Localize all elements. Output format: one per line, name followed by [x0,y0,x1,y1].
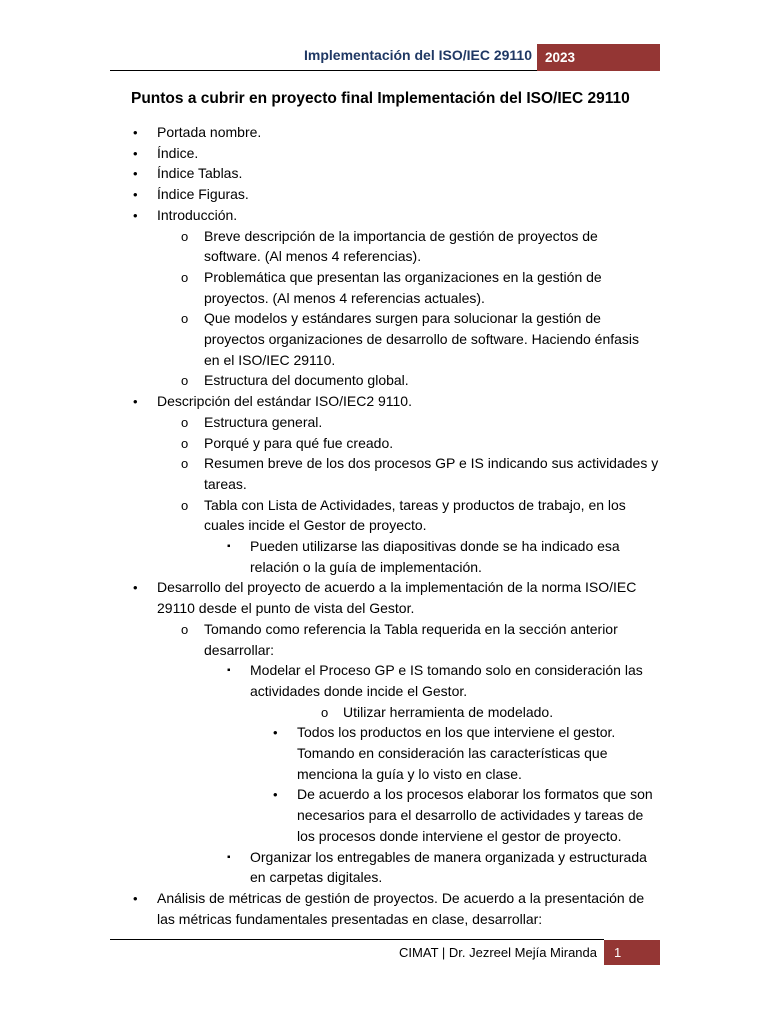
circle-bullet-icon: o [181,435,189,451]
list-item-text: Estructura general. [204,413,323,430]
circle-bullet-icon: o [181,497,189,513]
list-item-text: las métricas fundamentales presentadas en clase, desarrollar: [157,910,543,927]
square-bullet-icon: ▪ [227,851,231,863]
list-item-text: desarrollar: [204,641,275,658]
list-item-text: cuales incide el Gestor de proyecto. [204,517,427,534]
footer-author: CIMAT | Dr. Jezreel Mejía Miranda [399,945,597,960]
circle-bullet-icon: o [181,311,189,327]
list-item-text: De acuerdo a los procesos elaborar los formatos que son [297,786,653,803]
header-year-badge: 2023 [537,44,660,71]
list-item-text: los procesos donde interviene el gestor de proyecto. [297,827,622,844]
header-title: Implementación del ISO/IEC 29110 [304,47,532,63]
list-item-text: Breve descripción de la importancia de gestión de proyectos de [204,227,598,244]
circle-bullet-icon: o [181,414,189,430]
bullet-icon: • [273,787,278,803]
circle-bullet-icon: o [181,621,189,637]
list-item-text: Resumen breve de los dos procesos GP e IS indicando sus actividades y [204,455,659,472]
header-divider [110,70,537,71]
bullet-icon: • [133,890,138,906]
list-item-text: Portada nombre. [157,124,262,140]
circle-bullet-icon: o [181,456,189,472]
circle-bullet-icon: o [321,704,329,720]
list-item-text: Descripción del estándar ISO/IEC2 9110. [157,393,412,410]
list-item-text: proyectos. (Al menos 4 referencias actuales). [204,289,485,306]
square-bullet-icon: ▪ [227,665,231,677]
document-title: Puntos a cubrir en proyecto final Implementación del ISO/IEC 29110 [131,90,630,107]
list-item-text: 29110 desde el punto de vista del Gestor. [157,600,415,617]
list-item-text: necesarios para el desarrollo de actividades y tareas de [297,807,644,824]
bullet-icon: • [133,125,138,140]
bullet-icon: • [133,145,138,161]
bullet-icon: • [133,580,138,596]
list-item-text: Índice Figuras. [157,186,249,203]
list-item-text: en carpetas digitales. [250,869,383,886]
bullet-icon: • [133,207,138,223]
list-item-text: actividades donde incide el Gestor. [250,682,468,699]
list-item-text: Modelar el Proceso GP e IS tomando solo en consideración las [250,662,643,679]
bullet-icon: • [133,394,138,410]
footer-divider [110,939,604,940]
bullet-icon: • [133,166,138,182]
list-item-text: Utilizar herramienta de modelado. [343,703,554,720]
list-item-text: Tomando en consideración las características que [297,745,608,761]
list-item-text: menciona la guía y lo visto en clase. [297,765,522,782]
list-item-text: Que modelos y estándares surgen para solucionar la gestión de [204,310,601,327]
list-item-text: Índice. [157,144,199,161]
circle-bullet-icon: o [181,373,189,389]
bullet-icon: • [273,725,278,741]
list-item-text: Organizar los entregables de manera organizada y estructurada [250,848,647,865]
list-item-text: Índice Tablas. [157,165,243,182]
list-item-text: Análisis de métricas de gestión de proyectos. De acuerdo a la presentación de [157,889,645,906]
square-bullet-icon: ▪ [227,541,231,552]
list-item-text: Tabla con Lista de Actividades, tareas y productos de trabajo, en los [204,496,626,513]
bullet-icon: • [133,187,138,203]
circle-bullet-icon: o [181,269,189,285]
list-item-text: Desarrollo del proyecto de acuerdo a la implementación de la norma ISO/IEC [157,579,637,596]
list-item-text: Porqué y para qué fue creado. [204,434,394,451]
list-item-text: Tomando como referencia la Tabla requerida en la sección anterior [204,620,618,637]
list-item-text: proyectos organizaciones de desarrollo de software. Haciendo énfasis [204,331,640,347]
list-item-text: software. (Al menos 4 referencias). [204,248,422,265]
list-item-text: Problemática que presentan las organizaciones en la gestión de [204,268,602,285]
list-item-text: Pueden utilizarse las diapositivas donde se ha indicado esa [250,538,620,554]
list-item-text: en el ISO/IEC 29110. [204,351,336,368]
list-item-text: Todos los productos en los que interviene el gestor. [297,724,616,741]
page-number-badge: 1 [604,940,660,965]
list-item-text: Introducción. [157,206,238,223]
list-item-text: relación o la guía de implementación. [250,558,482,575]
list-item-text: tareas. [204,475,247,492]
list-item-text: Estructura del documento global. [204,372,409,389]
circle-bullet-icon: o [181,228,189,244]
